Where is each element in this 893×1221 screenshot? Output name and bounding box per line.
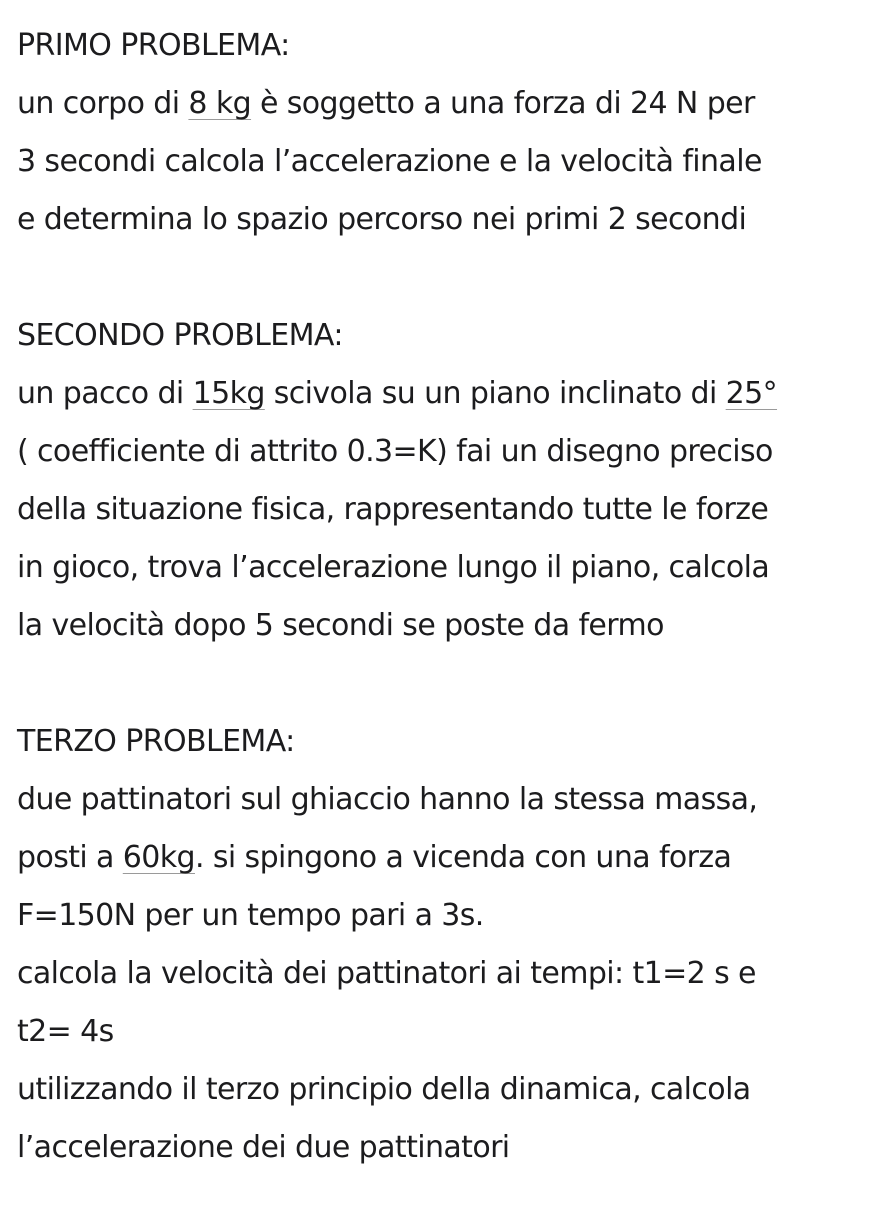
problem-3-line: l’accelerazione dei due pattinatori (17, 1130, 510, 1165)
blank-line (17, 655, 877, 713)
underlined-value: 15kg (192, 376, 265, 411)
note-body (17, 17, 877, 1177)
problem-3-line (17, 829, 877, 887)
underlined-value: 25° (725, 376, 778, 411)
underlined-value: 60kg (122, 840, 195, 875)
underlined-value: 8 kg (188, 86, 252, 121)
problem-3-line: due pattinatori sul ghiaccio hanno la stessa massa, (17, 782, 758, 817)
problem-2-line: la velocità dopo 5 secondi se poste da fermo (17, 608, 664, 643)
problem-1-line (17, 75, 877, 133)
problem-2-heading: SECONDO PROBLEMA: (17, 318, 343, 353)
text-segment: un corpo di (17, 86, 189, 121)
problem-2-line (17, 365, 877, 423)
text-segment: posti a (17, 840, 123, 875)
problem-1-line: e determina lo spazio percorso nei primi 2 secondi (17, 202, 747, 237)
text-segment: scivola su un piano inclinato di (264, 376, 726, 411)
text-segment: un pacco di (17, 376, 193, 411)
text-segment: è soggetto a una forza di 24 N per (251, 86, 755, 121)
blank-line (17, 249, 877, 307)
problem-3-line: F=150N per un tempo pari a 3s. (17, 898, 484, 933)
problem-1-heading: PRIMO PROBLEMA: (17, 28, 290, 63)
problem-3-line: calcola la velocità dei pattinatori ai tempi: t1=2 s e (17, 956, 756, 991)
problem-3-heading: TERZO PROBLEMA: (17, 724, 295, 759)
problem-2-line: ( coefficiente di attrito 0.3=K) fai un disegno preciso (17, 434, 773, 469)
problem-3-line: t2= 4s (17, 1014, 114, 1049)
problem-2-line: della situazione fisica, rappresentando tutte le forze (17, 492, 769, 527)
problem-3-line: utilizzando il terzo principio della dinamica, calcola (17, 1072, 751, 1107)
problem-1-line: 3 secondi calcola l’accelerazione e la velocità finale (17, 144, 762, 179)
text-segment: . si spingono a vicenda con una forza (194, 840, 732, 875)
problem-2-line: in gioco, trova l’accelerazione lungo il piano, calcola (17, 550, 770, 585)
